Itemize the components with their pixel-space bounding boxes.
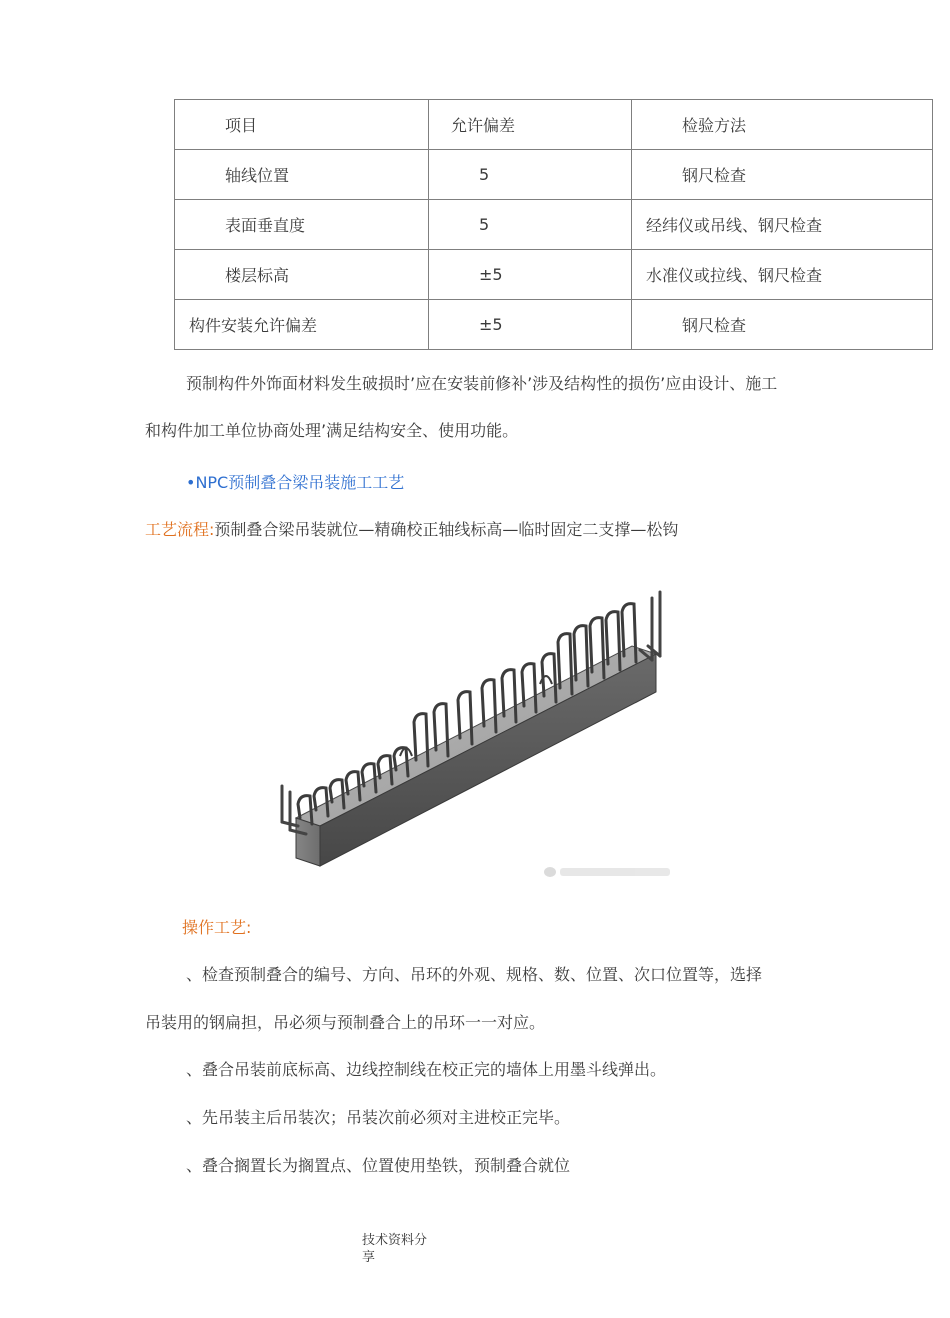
table-cell-method: 经纬仪或吊线、钢尺检查 xyxy=(632,200,933,250)
table-header-row xyxy=(175,100,933,150)
table-cell-item: 表面垂直度 xyxy=(175,200,429,250)
footer-line-1: 技术资料分 xyxy=(362,1233,428,1248)
section-heading: •NPC预制叠合梁吊装施工工艺 xyxy=(186,473,405,492)
tolerance-table xyxy=(174,99,933,350)
paragraph-line: 预制构件外饰面材料发生破损时’应在安装前修补’涉及结构性的损伤’应由设计、施工 xyxy=(186,374,778,393)
table-row xyxy=(175,200,933,250)
table-cell-item: 构件安装允许偏差 xyxy=(175,300,429,350)
step-2: 、叠合吊装前底标高、边线控制线在校正完的墙体上用墨斗线弹出。 xyxy=(186,1060,667,1079)
paragraph-line: 和构件加工单位协商处理’满足结构安全、使用功能。 xyxy=(145,421,519,440)
table-cell-method: 钢尺检查 xyxy=(632,150,933,200)
process-flow-line xyxy=(145,520,678,540)
step-1-line-1: 、检查预制叠合的编号、方向、吊环的外观、规格、数、位置、次口位置等，选择 xyxy=(186,965,763,984)
table-cell-method: 钢尺检查 xyxy=(632,300,933,350)
process-flow-label: 工艺流程: xyxy=(145,520,215,539)
table-header-tolerance: 允许偏差 xyxy=(429,100,632,150)
page-footer xyxy=(362,1232,427,1266)
table-cell-item: 楼层标高 xyxy=(175,250,429,300)
footer-line-2: 享 xyxy=(362,1250,376,1265)
table-cell-tolerance: 5 xyxy=(429,200,632,250)
operation-heading: 操作工艺: xyxy=(182,918,252,937)
step-4: 、叠合搁置长为搁置点、位置使用垫铁，预制叠合就位 xyxy=(186,1156,571,1175)
table-cell-tolerance: 5 xyxy=(429,150,632,200)
table-row xyxy=(175,250,933,300)
table-cell-method: 水准仪或拉线、钢尺检查 xyxy=(632,250,933,300)
table-header-item: 项目 xyxy=(175,100,429,150)
table-header-method: 检验方法 xyxy=(632,100,933,150)
table-cell-tolerance: ±5 xyxy=(429,300,632,350)
table-cell-item: 轴线位置 xyxy=(175,150,429,200)
process-flow-text: 预制叠合梁吊装就位—精确校正轴线标高—临时固定二支撑—松钩 xyxy=(214,520,679,539)
step-3: 、先吊装主后吊装次；吊装次前必须对主进校正完毕。 xyxy=(186,1108,571,1127)
table-row xyxy=(175,150,933,200)
table-row xyxy=(175,300,933,350)
step-1-line-2: 吊装用的钢扁担，吊必须与预制叠合上的吊环一一对应。 xyxy=(145,1013,546,1032)
beam-illustration xyxy=(260,580,690,900)
table-cell-tolerance: ±5 xyxy=(429,250,632,300)
